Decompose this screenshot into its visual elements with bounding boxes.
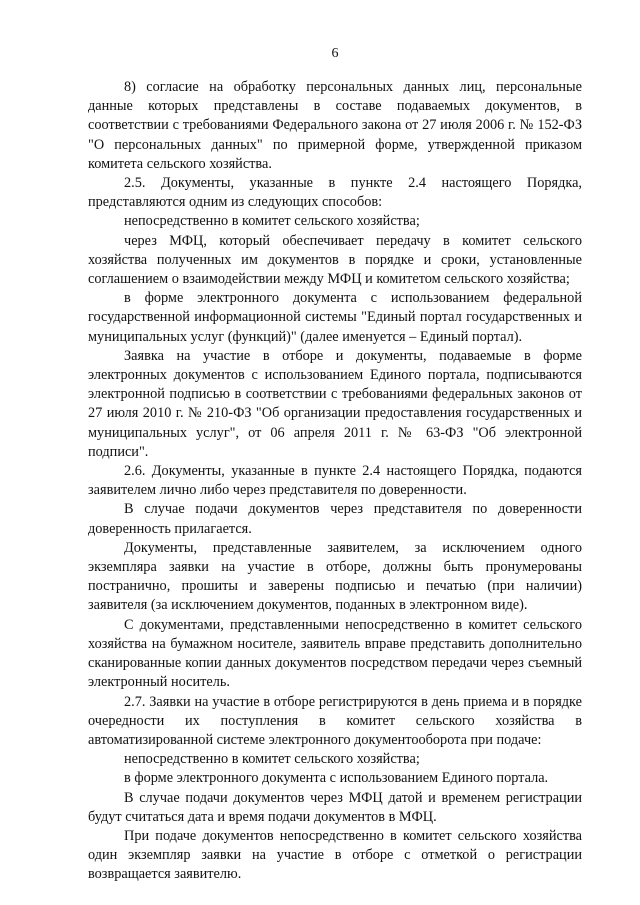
paragraph-registration-electronic: в форме электронного документа с использованием Единого портала.: [124, 770, 549, 787]
paragraph-via-mfc: через МФЦ, который обеспечивает передачу в комитет сельского хозяйства полученных им документов в порядке и сроки, установленные соглашением о взаимодействии между МФЦ и комитетом сельского хозяйства;: [88, 232, 582, 288]
paragraph-return-copy: При подаче документов непосредственно в комитет сельского хозяйства один экземпляр заявки на участие в отборе с отметкой о регистрации возвращается заявителю.: [88, 827, 582, 883]
paragraph-scanned-copies: С документами, представленными непосредственно в комитет сельского хозяйства на бумажном носителе, заявитель вправе представить дополнительно сканированные копии данных документов посредством передачи через съемный электронный носитель.: [88, 616, 582, 691]
paragraph-registration-mfc: В случае подачи документов через МФЦ датой и временем регистрации будут считаться дата и время подачи документов в МФЦ.: [88, 789, 582, 825]
paragraph-electronic-signature: Заявка на участие в отборе и документы, подаваемые в форме электронных документов с использованием Единого портала, подписываются электронной подписью в соответствии с требованиями федеральных законов от 27 июля 2010 г. № 210-ФЗ "Об организации предоставления государственных и муниципальных услуг", от 06 апреля 2011 г. № 63-ФЗ "Об электронной подписи".: [88, 347, 582, 460]
paragraph-2-6: 2.6. Документы, указанные в пункте 2.4 настоящего Порядка, подаются заявителем лично либо через представителя по доверенности.: [88, 463, 582, 499]
paragraph-electronic-form: в форме электронного документа с использованием федеральной государственной информационной системы "Единый портал государственных и муниципальных услуг (функций)" (далее именуется – Единый портал).: [88, 290, 582, 345]
paragraph-registration-direct: непосредственно в комитет сельского хозяйства;: [124, 751, 420, 768]
paragraph-power-of-attorney: В случае подачи документов через представителя по доверенности доверенность прилагается.: [88, 501, 582, 537]
paragraph-consent: 8) согласие на обработку персональных данных лиц, персональные данные которых представлены в составе подаваемых документов, в соответствии с требованиями Федерального закона от 27 июля 2006 г. № 152-ФЗ "О персональных данных" по примерной форме, утвержденной приказом комитета сельского хозяйства.: [88, 79, 582, 172]
paragraph-direct-submission: непосредственно в комитет сельского хозяйства;: [124, 213, 420, 230]
paragraph-numbering: Документы, представленные заявителем, за исключением одного экземпляра заявки на участие в отборе, должны быть пронумерованы постранично, прошиты и заверены подписью и печатью (при наличии) заявителя (за исключением документов, поданных в электронном виде).: [88, 539, 582, 614]
paragraph-2-7: 2.7. Заявки на участие в отборе регистрируются в день приема и в порядке очередности их поступления в комитет сельского хозяйства в автоматизированной системе электронного документооборота при подаче:: [88, 693, 582, 748]
page-number: 6: [331, 46, 339, 61]
document-body: [88, 78, 582, 885]
paragraph-2-5: 2.5. Документы, указанные в пункте 2.4 настоящего Порядка, представляются одним из следующих способов:: [88, 175, 582, 211]
